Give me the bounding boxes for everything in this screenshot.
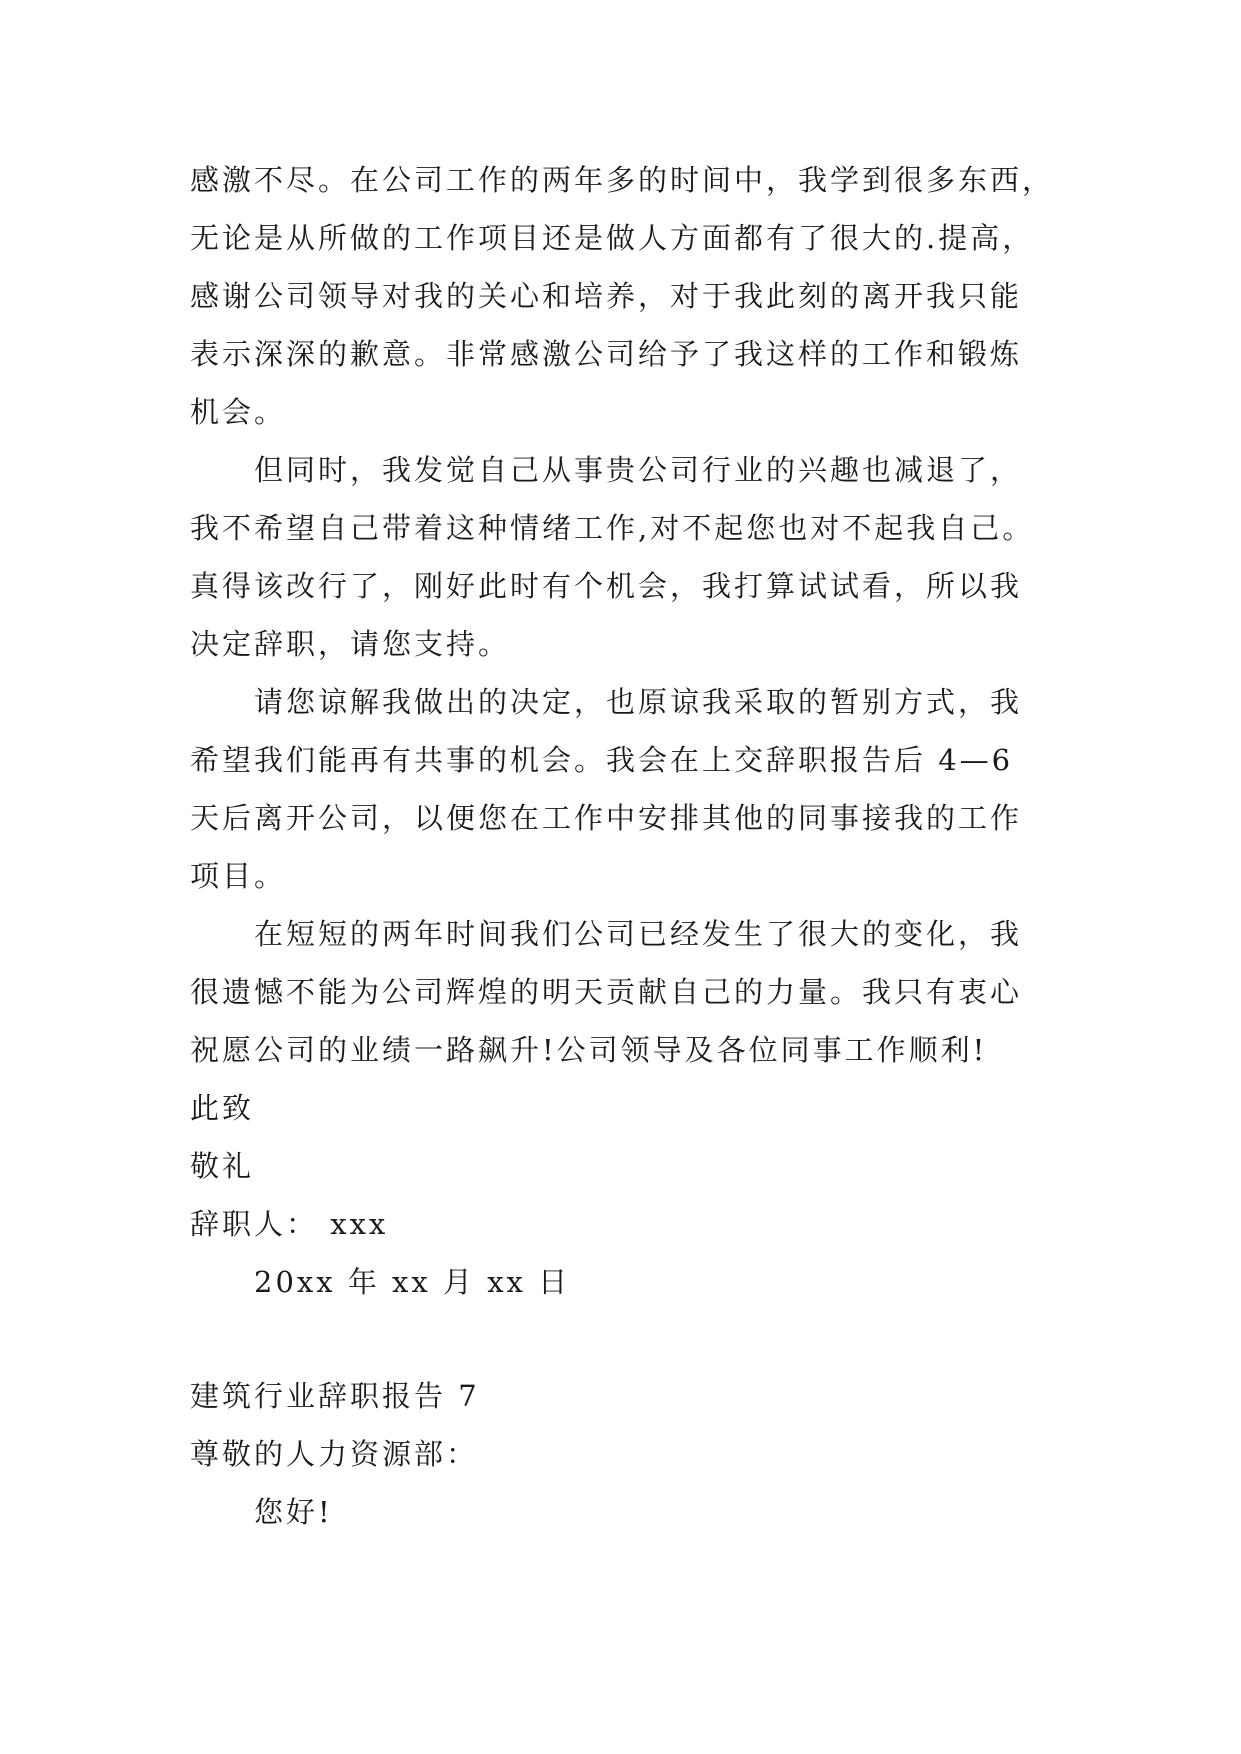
paragraph-line: 项目。 [190, 859, 287, 893]
closing-line: 此致 [190, 1091, 255, 1125]
paragraph-line: 真得该改行了，刚好此时有个机会，我打算试试看，所以我 [190, 569, 1023, 603]
paragraph-line: 请您谅解我做出的决定，也原谅我采取的暂别方式，我 [254, 685, 1023, 719]
paragraph-line: 在短短的两年时间我们公司已经发生了很大的变化，我 [254, 917, 1023, 951]
paragraph-line: 天后离开公司，以便您在工作中安排其他的同事接我的工作 [190, 801, 1023, 835]
date-line: 20xx 年 xx 月 xx 日 [254, 1265, 571, 1299]
paragraph-line: 很遗憾不能为公司辉煌的明天贡献自己的力量。我只有衷心 [190, 975, 1023, 1009]
paragraph-line: 感激不尽。在公司工作的两年多的时间中，我学到很多东西， [190, 163, 1055, 197]
section-title: 建筑行业辞职报告 7 [190, 1379, 480, 1413]
paragraph-line: 机会。 [190, 395, 287, 429]
paragraph-line: 祝愿公司的业绩一路飙升!公司领导及各位同事工作顺利! [190, 1033, 988, 1067]
paragraph-line: 但同时，我发觉自己从事贵公司行业的兴趣也减退了， [254, 453, 1023, 487]
paragraph-line: 表示深深的歉意。非常感激公司给予了我这样的工作和锻炼 [190, 337, 1023, 371]
salutation-line: 敬礼 [190, 1149, 255, 1183]
signature-line: 辞职人： xxx [190, 1207, 389, 1241]
paragraph-line: 感谢公司领导对我的关心和培养，对于我此刻的离开我只能 [190, 279, 1023, 313]
greeting-line: 您好! [254, 1495, 333, 1529]
paragraph-line: 我不希望自己带着这种情绪工作,对不起您也对不起我自己。 [190, 511, 1035, 545]
recipient-line: 尊敬的人力资源部： [190, 1437, 479, 1471]
paragraph-line: 决定辞职，请您支持。 [190, 627, 511, 661]
paragraph-line: 无论是从所做的工作项目还是做人方面都有了很大的.提高， [190, 221, 1035, 255]
paragraph-line: 希望我们能再有共事的机会。我会在上交辞职报告后 4—6 [190, 743, 1014, 777]
